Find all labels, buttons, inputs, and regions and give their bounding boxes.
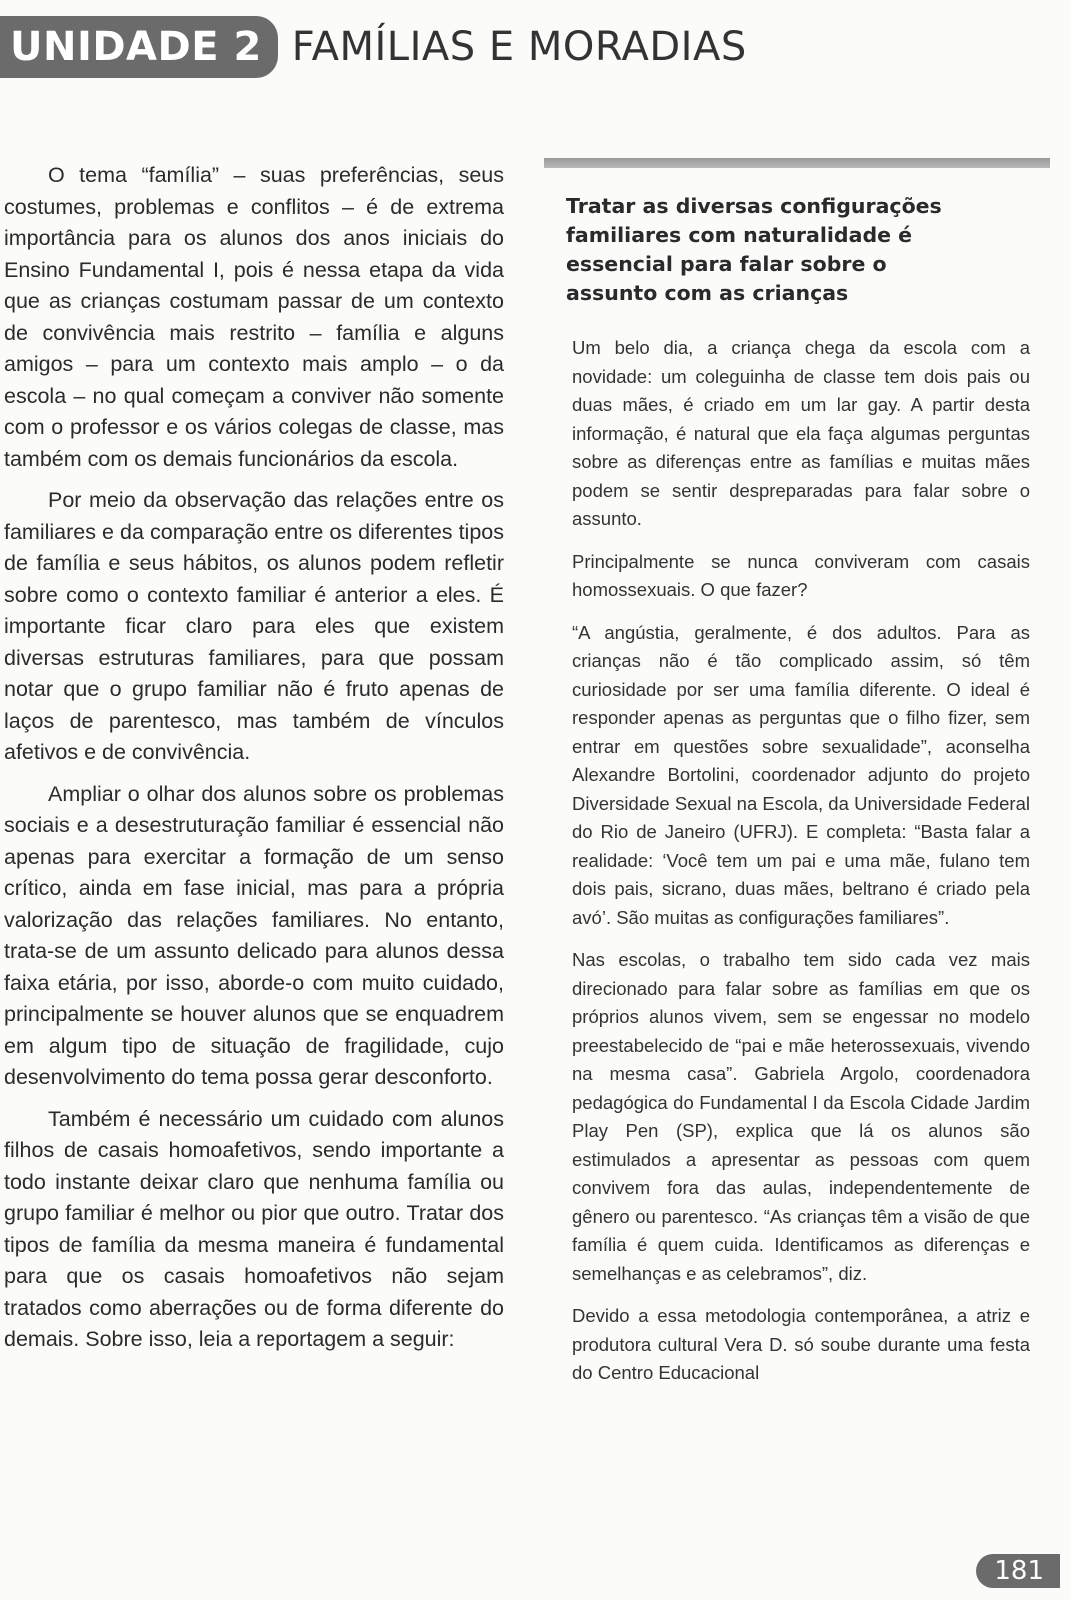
article-paragraph: Principalmente se nunca conviveram com casais homossexuais. O que fazer? — [572, 550, 1030, 600]
page-number: 181 — [976, 1554, 1060, 1588]
article-body — [544, 334, 1050, 1388]
unit-badge: UNIDADE 2 — [0, 16, 278, 78]
main-paragraph: Também é necessário um cuidado com alunos filhos de casais homoafetivos, sendo importante a todo instante deixar claro que nenhuma família ou grupo familiar é melhor ou pior que outro. Tratar dos tipos de família da mesma maneira é fundamental para que os casais homoafetivos não sejam tratados como aberrações ou de forma diferente do demais. Sobre isso, leia a reportagem a seguir: — [4, 1106, 504, 1351]
main-paragraph: Por meio da observação das relações entre os familiares e da comparação entre os diferentes tipos de família e seus hábitos, os alunos podem refletir sobre como o contexto familiar é anterior a eles. É importante ficar claro para eles que existem diversas estruturas familiares, para que possam notar que o grupo familiar não é fruto apenas de laços de parentesco, mas também de vínculos afetivos e de convivência. — [4, 488, 504, 764]
article-top-rule — [544, 158, 1050, 168]
article-paragraph: Um belo dia, a criança chega da escola com a novidade: um coleguinha de classe tem dois pais ou duas mães, é criado em um lar gay. A partir desta informação, é natural que ela faça algumas perguntas sobre as diferenças entre as famílias e muitas mães podem se sentir despreparadas para falar sobre o assunto. — [572, 337, 1030, 529]
unit-title: FAMÍLIAS E MORADIAS — [291, 24, 747, 70]
article-sidebar — [544, 158, 1050, 1402]
page-header — [0, 14, 747, 80]
main-paragraph: Ampliar o olhar dos alunos sobre os problemas sociais e a desestruturação familiar é essencial não apenas para exercitar a formação de um senso crítico, ainda em fase inicial, mas para a própria valorização das relações familiares. No entanto, trata-se de um assunto delicado para alunos dessa faixa etária, por isso, aborde-o com muito cuidado, principalmente se houver alunos que se enquadrem em algum tipo de situação de fragilidade, cujo desenvolvimento do tema possa gerar desconforto. — [4, 781, 504, 1089]
article-paragraph: Devido a essa metodologia contemporânea, a atriz e produtora cultural Vera D. só soube durante uma festa do Centro Educacional — [572, 1305, 1030, 1383]
article-paragraph: Nas escolas, o trabalho tem sido cada vez mais direcionado para falar sobre as famílias em que os próprios alunos vivem, sem se engessar no modelo preestabelecido de “pai e mãe heterossexuais, vivendo na mesma casa”. Gabriela Argolo, coordenadora pedagógica do Fundamental I da Escola Cidade Jardim Play Pen (SP), explica que lá os alunos são estimulados a apresentar as pessoas com quem convivem fora das aulas, independentemente de gênero ou parentesco. “As crianças têm a visão de que família é quem cuida. Identificamos as diferenças e semelhanças e as celebramos”, diz. — [572, 949, 1030, 1284]
article-title: Tratar as diversas configurações familiares com naturalidade é essencial para falar sobre o assunto com as crianças — [566, 194, 942, 305]
article-paragraph: “A angústia, geralmente, é dos adultos. Para as crianças não é tão complicado assim, só têm curiosidade por ser uma família diferente. O ideal é responder apenas as perguntas que o filho fizer, sem entrar em questões sobre sexualidade”, aconselha Alexandre Bortolini, coordenador adjunto do projeto Diversidade Sexual na Escola, da Universidade Federal do Rio de Janeiro (UFRJ). E completa: “Basta falar a realidade: ‘Você tem um pai e uma mãe, fulano tem dois pais, sicrano, duas mães, beltrano é criado pela avó’. São muitas as configurações familiares”. — [572, 621, 1030, 928]
main-text-column — [4, 160, 504, 1366]
main-paragraph: O tema “família” – suas preferências, seus costumes, problemas e conflitos – é de extrema importância para os alunos dos anos iniciais do Ensino Fundamental I, pois é nessa etapa da vida que as crianças costumam passar de um contexto de convivência mais restrito – família e alguns amigos – para um contexto mais amplo – o da escola – no qual começam a conviver não somente com o professor e os vários colegas de classe, mas também com os demais funcionários da escola. — [4, 163, 504, 471]
